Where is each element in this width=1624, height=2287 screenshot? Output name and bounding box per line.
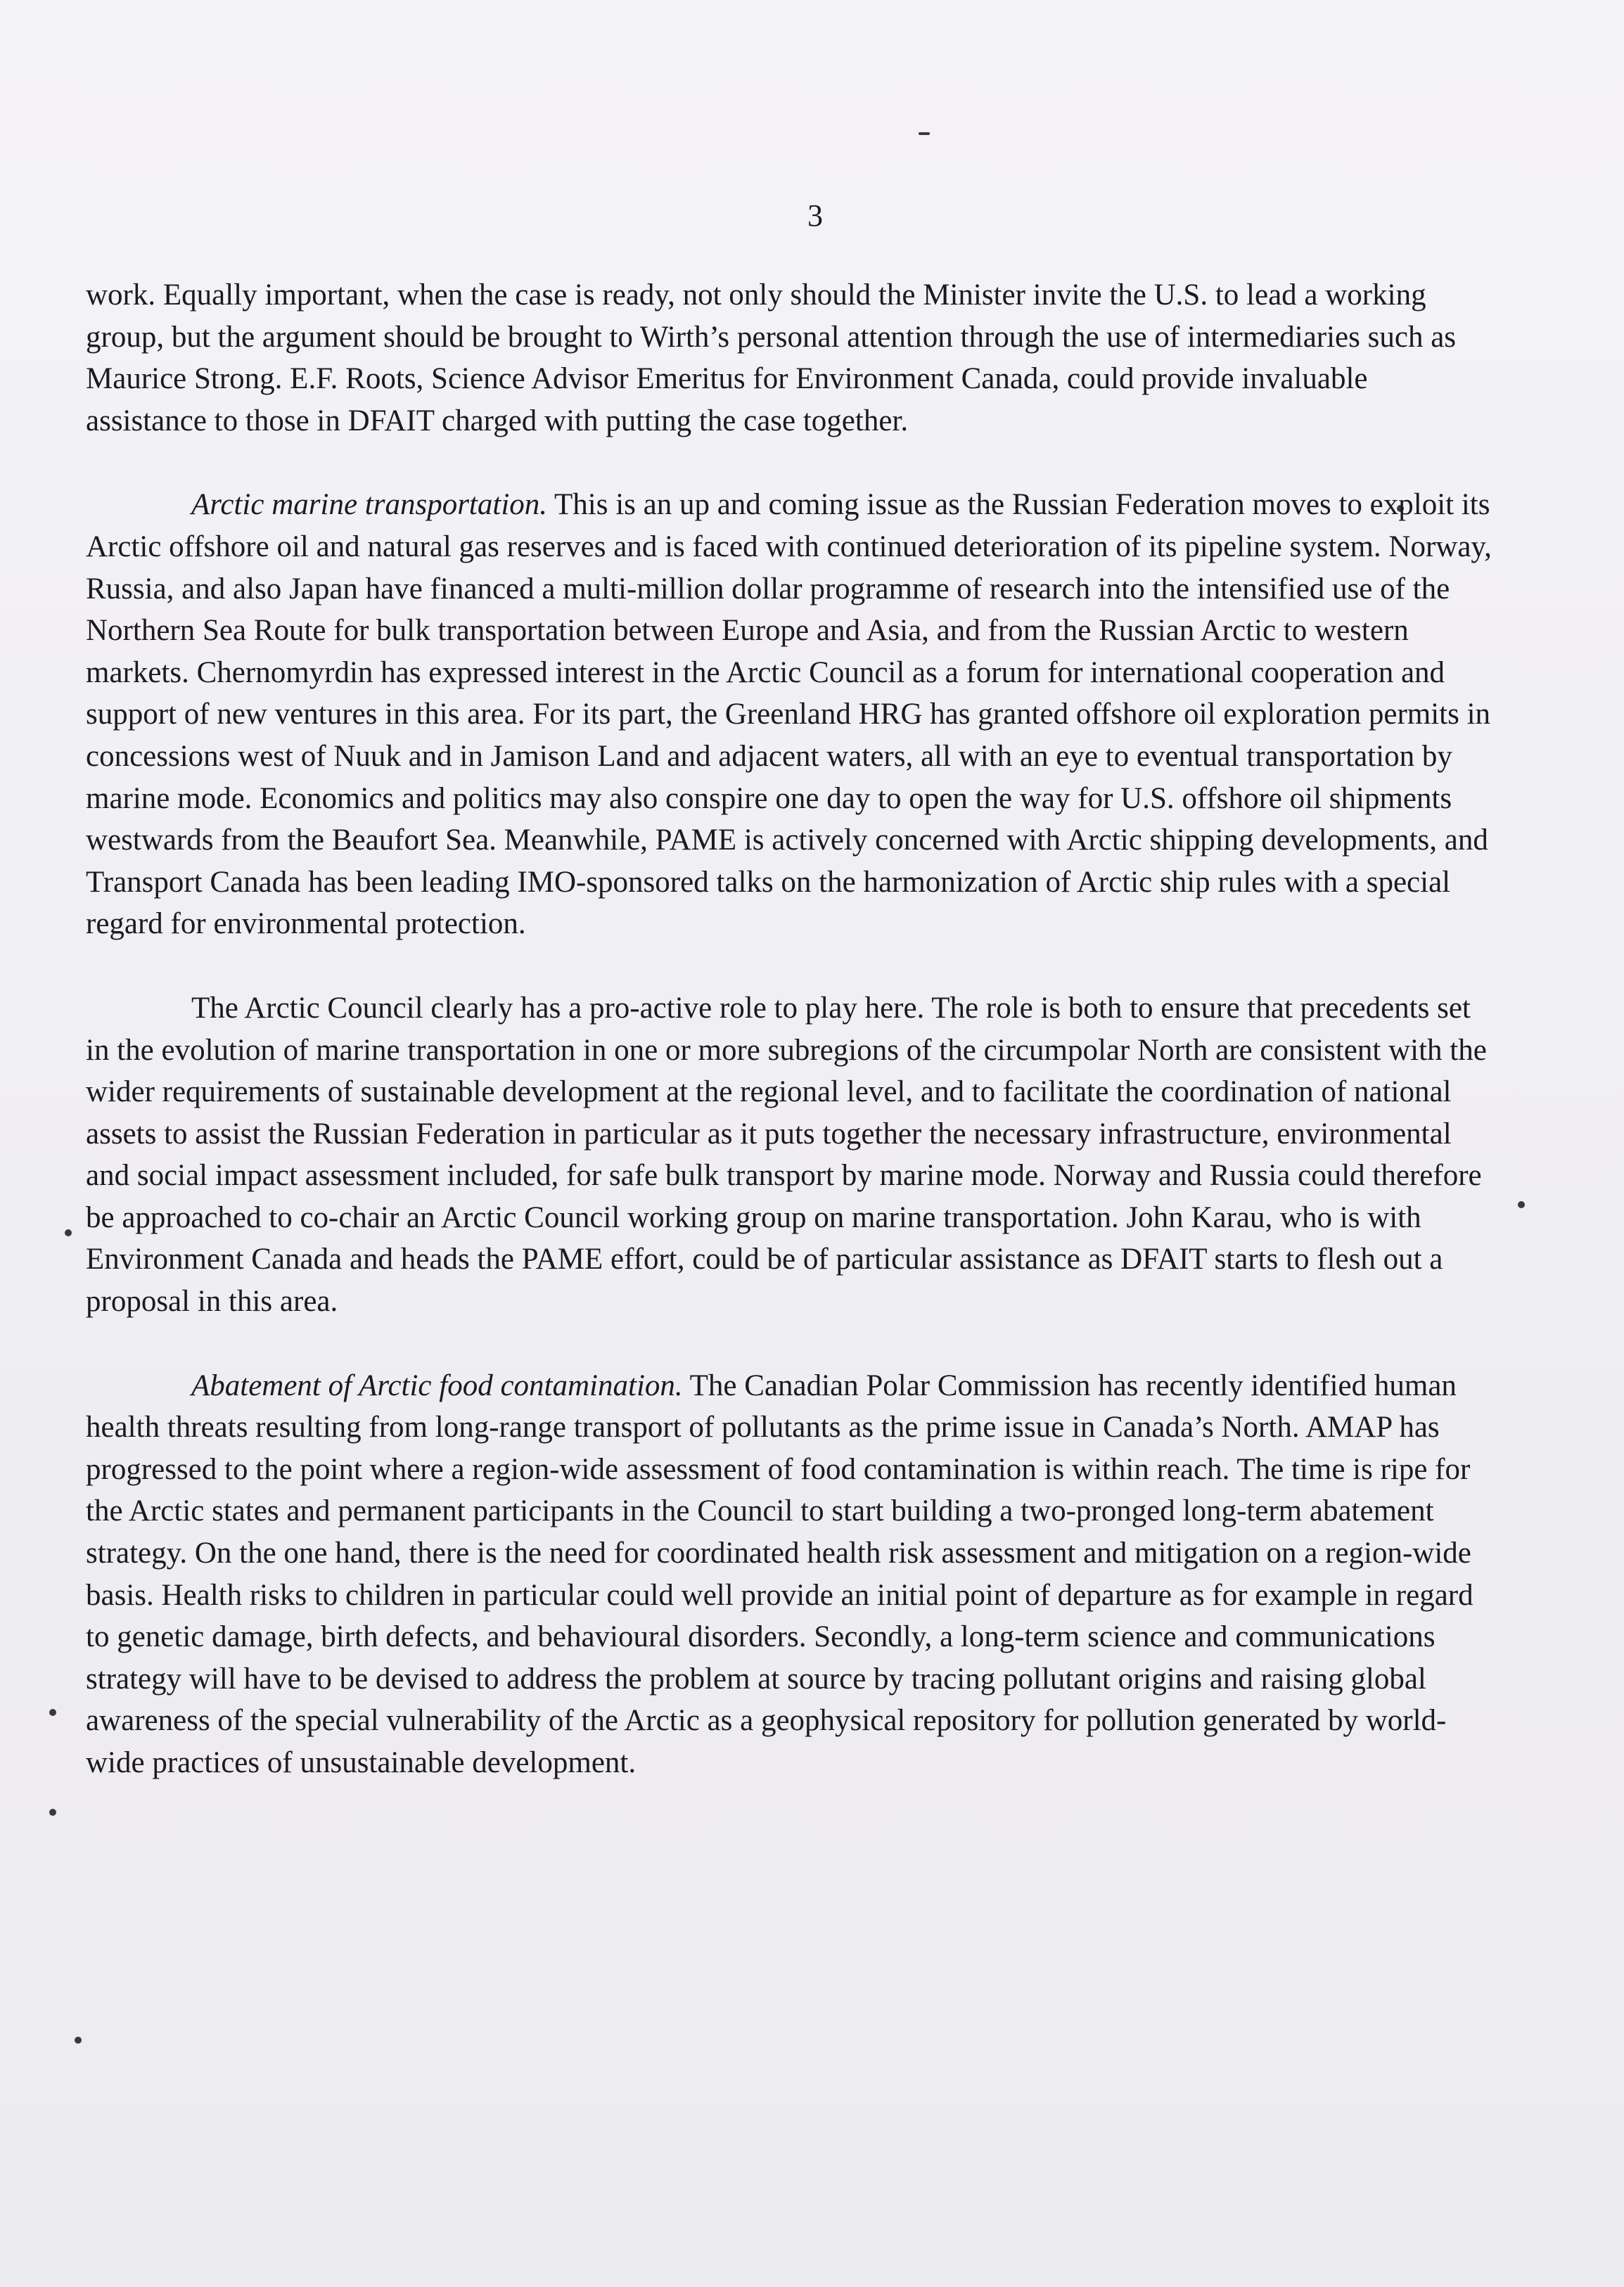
paragraph-text: The Canadian Polar Commission has recently identified human health threats resulting from long-range transport of pollutants as the prime issue in Canada’s North. AMAP has progressed to the point where a region-wide assessment of food contamination is within reach. The time is ripe for the Arctic states and permanent participants in the Council to start building a two-pronged long-term abatement strategy. On the one hand, there is the need for coordinated health risk assessment and mitigation on a region-wide basis. Health risks to children in particular could well provide an initial point of departure as for example in regard to genetic damage, birth defects, and behavioural disorders. Secondly, a long-term science and communications strategy will have to be devised to address the problem at source by tracing pollutant origins and raising global awareness of the special vulnerability of the Arctic as a geophysical repository for pollution generated by world-wide practices of unsustainable development. [86,1369,1473,1779]
paragraph-heading: Abatement of Arctic food contamination. [191,1369,683,1402]
scan-speck [49,1709,56,1716]
paragraph-arctic-council-role [86,987,1492,1323]
paragraph-food-contamination [86,1365,1492,1784]
paragraph-text: The Arctic Council clearly has a pro-active role to play here. The role is both to ensure that precedents set in the evolution of marine transportation in one or more subregions of the circumpolar North are consistent with the wider requirements of sustainable development at the regional level, and to facilitate the coordination of national assets to assist the Russian Federation in particular as it puts together the necessary infrastructure, environmental and social impact assessment included, for safe bulk transport by marine mode. Norway and Russia could therefore be approached to co-chair an Arctic Council working group on marine transportation. John Karau, who is with Environment Canada and heads the PAME effort, could be of particular assistance as DFAIT starts to flesh out a proposal in this area. [86,991,1487,1319]
paragraph-text: This is an up and coming issue as the Russian Federation moves to exploit its Arctic offshore oil and natural gas reserves and is faced with continued deterioration of its pipeline system. Norway, Russia, and also Japan have financed a multi-million dollar programme of research into the intensified use of the Northern Sea Route for bulk transportation between Europe and Asia, and from the Russian Arctic to western markets. Chernomyrdin has expressed interest in the Arctic Council as a forum for international cooperation and support of new ventures in this area. For its part, the Greenland HRG has granted offshore oil exploration permits in concessions west of Nuuk and in Jamison Land and adjacent waters, all with an eye to eventual transportation by marine mode. Economics and politics may also conspire one day to open the way for U.S. offshore oil shipments westwards from the Beaufort Sea. Meanwhile, PAME is actively concerned with Arctic shipping developments, and Transport Canada has been leading IMO-sponsored talks on the harmonization of Arctic ship rules with a special regard for environmental protection. [86,488,1492,941]
paragraph-continuation [86,274,1492,442]
paragraph-text: work. Equally important, when the case is ready, not only should the Minister invite the U.S. to lead a working group, but the argument should be brought to Wirth’s personal attention through the use of intermediaries such as Maurice Strong. E.F. Roots, Science Advisor Emeritus for Environment Canada, could provide invaluable assistance to those in DFAIT charged with putting the case together. [86,278,1457,437]
page-number: 3 [807,198,823,233]
scan-speck [75,2037,82,2044]
scan-speck [65,1229,72,1236]
scan-speck [49,1809,56,1816]
scan-speck [919,132,930,135]
paragraph-arctic-marine-transportation [86,484,1492,945]
scan-speck [1518,1201,1525,1208]
body-text [86,274,1492,1784]
paragraph-heading: Arctic marine transportation. [191,488,548,522]
